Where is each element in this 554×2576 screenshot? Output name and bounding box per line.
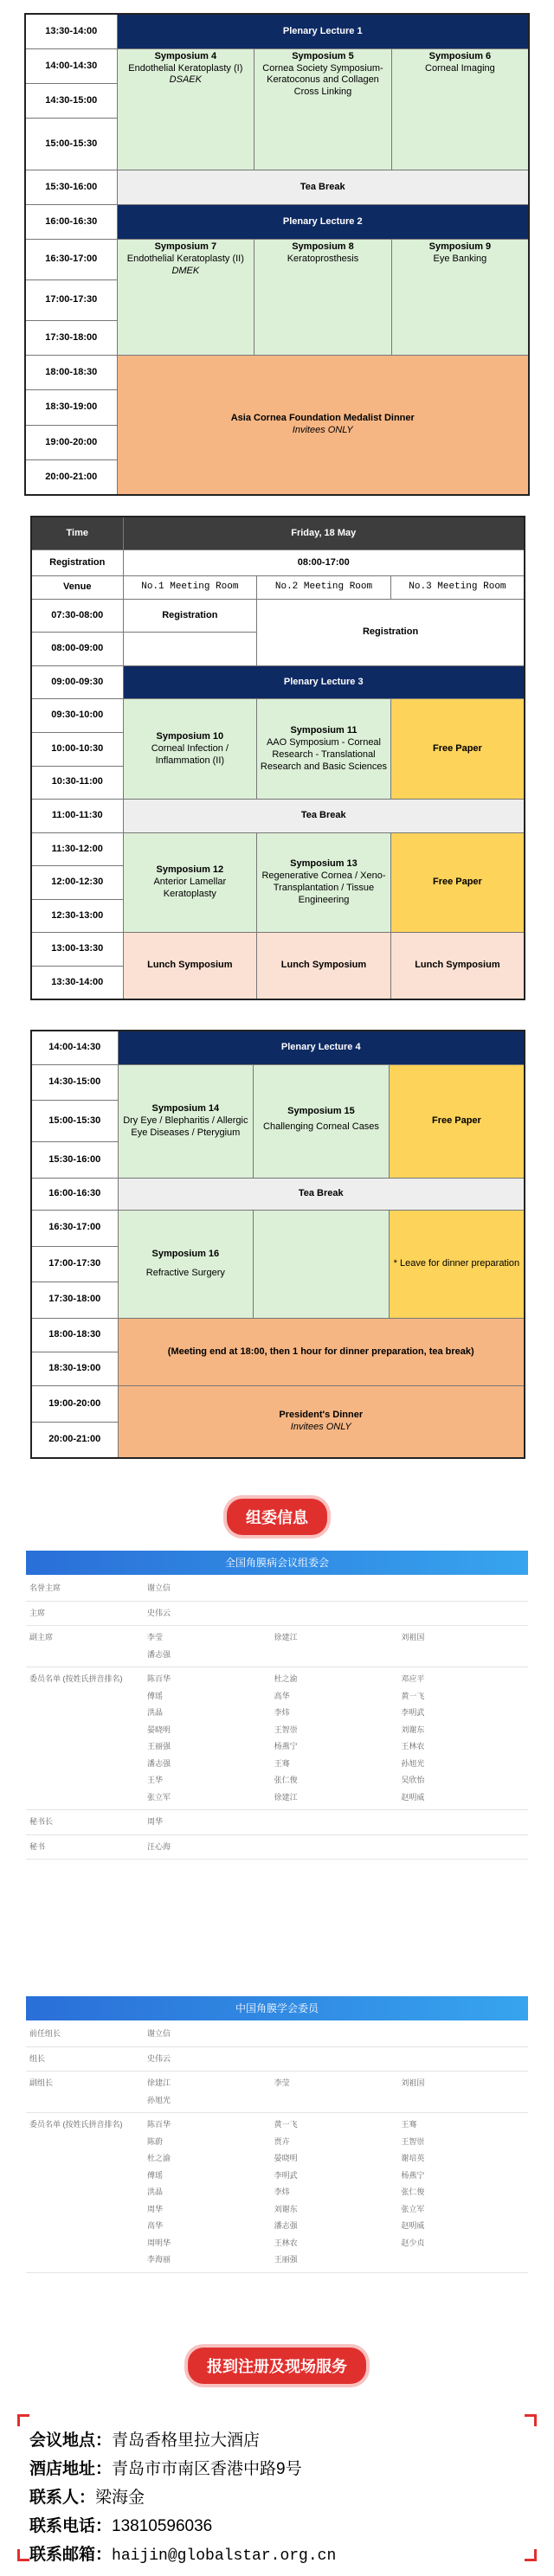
time-cell: 17:30-18:00 (25, 320, 117, 355)
member-name: 洪晶 (147, 2187, 164, 2196)
committee-role: 秘书 (29, 1841, 46, 1851)
medalist-dinner (117, 356, 529, 495)
symposium-desc: Anterior Lamellar Keratoplasty (153, 877, 227, 899)
room-3: No.3 Meeting Room (390, 576, 525, 599)
member-name: 谢立信 (147, 2029, 171, 2038)
committee-role: 副组长 (29, 2078, 54, 2087)
committee-role: 前任组长 (29, 2029, 61, 2038)
committee-role: 副主席 (29, 1633, 54, 1641)
symposium-desc: AAO Symposium - Corneal Research - Translational Research and Basic Sciences (260, 737, 388, 772)
committee-role: 主席 (29, 1608, 46, 1617)
committee-members (147, 1835, 528, 1860)
registration-room-2-3: Registration (257, 599, 525, 665)
tea-break: Tea Break (118, 1178, 525, 1210)
registration-room-1: Registration (123, 599, 257, 633)
plenary-lecture-3: Plenary Lecture 3 (123, 665, 525, 699)
symposium-title: Symposium 16 (151, 1249, 220, 1260)
committee-members (147, 2113, 528, 2272)
symposium-subtitle: DSAEK (169, 74, 202, 86)
time-cell: 20:00-21:00 (25, 460, 117, 495)
member-name: 陈蔚 (147, 2136, 164, 2146)
symposium-title: Symposium 6 (428, 50, 492, 61)
tea-break: Tea Break (123, 800, 525, 833)
committee-role: 秘书长 (29, 1817, 54, 1826)
presidents-dinner (118, 1386, 525, 1458)
member-name: 杜之渝 (274, 1674, 298, 1683)
invitees-only: Invitees ONLY (292, 425, 353, 436)
committee-row (26, 1577, 528, 1602)
committee-role: 名誉主席 (29, 1584, 61, 1592)
plenary-lecture-4: Plenary Lecture 4 (118, 1031, 525, 1064)
member-name: 晏晓明 (147, 1725, 171, 1734)
committee-row (26, 1810, 528, 1835)
symposium-title: Symposium 8 (292, 241, 354, 253)
symposium-6 (391, 48, 529, 170)
committee-members (147, 1577, 528, 1601)
member-name: 陈百华 (147, 1674, 171, 1683)
member-name: 贾卉 (274, 2136, 290, 2146)
member-name: 王丽强 (274, 2255, 298, 2264)
symposium-11 (257, 699, 391, 800)
time-cell: 18:00-18:30 (25, 356, 117, 390)
date-header: Friday, 18 May (123, 517, 525, 550)
venue-label: 会议地点： (29, 2431, 113, 2450)
committee-row (26, 2022, 528, 2047)
member-name: 刘谢东 (274, 2204, 298, 2213)
lunch-symposium-3: Lunch Symposium (390, 933, 525, 999)
time-cell: 11:30-12:00 (31, 832, 123, 866)
committee-2-header: 中国角膜学会委员 (26, 1996, 528, 2020)
venue-value: 青岛香格里拉大酒店 (112, 2431, 261, 2450)
address-label: 酒店地址： (29, 2460, 113, 2478)
committee-1-list (26, 1577, 528, 1860)
time-cell: 14:30-15:00 (25, 84, 117, 119)
member-name: 孙旭光 (147, 2095, 171, 2104)
time-cell: 14:30-15:00 (31, 1064, 118, 1101)
member-name: 王丽强 (147, 1742, 171, 1751)
member-name: 刘祖国 (401, 2078, 425, 2087)
member-name: 李明武 (401, 1708, 425, 1717)
member-name: 周华 (147, 1817, 164, 1826)
member-name: 陈百华 (147, 2120, 171, 2129)
member-name: 潘志强 (147, 1758, 171, 1768)
phone-value[interactable]: 13810596036 (112, 2517, 213, 2535)
time-cell: 18:30-19:00 (25, 390, 117, 425)
time-header: Time (31, 517, 123, 550)
time-cell: 18:30-19:00 (31, 1352, 118, 1385)
member-name: 徐建江 (147, 2078, 171, 2087)
time-cell: 19:00-20:00 (31, 1386, 118, 1423)
time-cell: 11:00-11:30 (31, 800, 123, 833)
member-name: 王林农 (274, 2238, 298, 2247)
member-name: 谢立信 (147, 1584, 171, 1592)
email-value[interactable]: haijin@globalstar.org.cn (112, 2547, 337, 2565)
symposium-14 (118, 1064, 254, 1178)
time-cell: 14:00-14:30 (25, 48, 117, 83)
symposium-desc: Endothelial Keratoplasty (II) (126, 254, 244, 265)
member-name: 王智崇 (401, 2136, 425, 2146)
lunch-symposium-1: Lunch Symposium (123, 933, 257, 999)
symposium-10 (123, 699, 257, 800)
committee-row (26, 2047, 528, 2072)
member-name: 徐建江 (274, 1792, 298, 1802)
contact-person-label: 联系人： (29, 2489, 96, 2507)
time-cell: 17:00-17:30 (25, 280, 117, 321)
member-name: 史伟云 (147, 1608, 171, 1617)
member-name: 王骞 (274, 1758, 290, 1768)
registration-label: Registration (31, 550, 123, 576)
lunch-symposium-2: Lunch Symposium (257, 933, 391, 999)
symposium-4 (117, 48, 254, 170)
symposium-9 (391, 240, 529, 356)
corner-decoration (525, 2549, 537, 2561)
member-name: 赵明威 (401, 2221, 425, 2230)
member-name: 杨燕宁 (274, 1742, 298, 1751)
symposium-desc: Regenerative Cornea / Xeno-Transplantation / Tissue Engineering (261, 870, 386, 905)
symposium-desc: Refractive Surgery (145, 1267, 225, 1278)
address-line (29, 2455, 525, 2483)
time-cell: 15:30-16:00 (31, 1142, 118, 1179)
committee-row (26, 1835, 528, 1860)
time-cell: 16:30-17:00 (25, 240, 117, 280)
symposium-7 (117, 240, 254, 356)
register-section-title: 报到注册及现场服务 (188, 2348, 366, 2384)
committee-row (26, 1602, 528, 1627)
member-name: 吴欣怡 (401, 1776, 425, 1784)
venue-line (29, 2426, 525, 2455)
symposium-desc: Eye Banking (433, 254, 487, 265)
symposium-title: Symposium 11 (290, 725, 358, 736)
symposium-5 (254, 48, 392, 170)
symposium-desc: Corneal Infection / Inflammation (II) (151, 742, 229, 766)
symposium-title: Symposium 4 (154, 50, 217, 61)
committee-role: 委员名单 (按姓氏拼音排名) (29, 1674, 123, 1683)
member-name: 李海丽 (147, 2255, 171, 2264)
contact-box (17, 2414, 537, 2565)
member-name: 潘志强 (147, 1649, 171, 1659)
time-cell: 13:00-13:30 (31, 933, 123, 967)
member-name: 李炜 (274, 2187, 290, 2196)
member-name: 李莹 (147, 1633, 164, 1641)
symposium-desc: Keratoprosthesis (287, 254, 359, 265)
member-name: 李明武 (274, 2170, 298, 2180)
corner-decoration (17, 2549, 29, 2561)
member-name: 晏晓明 (274, 2154, 298, 2162)
member-name: 杨燕宁 (401, 2170, 425, 2180)
member-name: 史伟云 (147, 2053, 171, 2063)
member-name: 李炜 (274, 1708, 290, 1717)
committee-role: 组长 (29, 2053, 46, 2063)
time-cell: 09:00-09:30 (31, 665, 123, 699)
free-paper: Free Paper (390, 699, 525, 800)
committee-row (26, 2113, 528, 2273)
symposium-desc: Endothelial Keratoplasty (I) (128, 62, 243, 74)
member-name: 高华 (147, 2221, 164, 2230)
time-cell: 15:00-15:30 (31, 1101, 118, 1142)
member-name: 黄一飞 (401, 1691, 425, 1700)
phone-label: 联系电话： (29, 2517, 113, 2535)
time-cell: 20:00-21:00 (31, 1422, 118, 1458)
symposium-title: Symposium 14 (151, 1103, 220, 1115)
time-cell: 09:30-10:00 (31, 699, 123, 733)
symposium-16 (118, 1211, 254, 1319)
symposium-title: Symposium 9 (428, 241, 492, 253)
plenary-lecture-2: Plenary Lecture 2 (117, 205, 529, 240)
time-cell: 12:00-12:30 (31, 866, 123, 900)
time-cell: 07:30-08:00 (31, 599, 123, 633)
time-cell: 10:30-11:00 (31, 766, 123, 800)
member-name: 傅瑶 (147, 2170, 164, 2180)
member-name: 王林农 (401, 1742, 425, 1751)
time-cell: 13:30-14:00 (25, 14, 117, 48)
member-name: 李莹 (274, 2078, 290, 2087)
leave-for-dinner: * Leave for dinner preparation (389, 1211, 525, 1319)
room-2: No.2 Meeting Room (257, 576, 391, 599)
member-name: 高华 (274, 1691, 290, 1700)
symposium-12 (123, 832, 257, 933)
free-paper: Free Paper (389, 1064, 525, 1178)
committee-row (26, 1626, 528, 1667)
plenary-lecture-1: Plenary Lecture 1 (117, 14, 529, 48)
time-cell: 14:00-14:30 (31, 1031, 118, 1064)
symposium-title: Symposium 12 (156, 864, 224, 876)
member-name: 潘志强 (274, 2221, 298, 2230)
symposium-desc: Cornea Society Symposium- Keratoconus and Collagen Cross Linking (262, 62, 383, 98)
schedule-table-thursday-afternoon (24, 13, 530, 496)
time-cell: 08:00-09:00 (31, 633, 123, 666)
tea-break: Tea Break (117, 170, 529, 204)
venue-label: Venue (31, 576, 123, 599)
member-name: 孙旭光 (401, 1758, 425, 1768)
time-cell: 16:00-16:30 (31, 1178, 118, 1210)
member-name: 张立军 (147, 1792, 171, 1802)
member-name: 王骞 (401, 2120, 417, 2129)
address-value: 青岛市市南区香港中路9号 (112, 2460, 302, 2478)
time-cell: 16:30-17:00 (31, 1211, 118, 1247)
member-name: 黄一飞 (274, 2120, 298, 2129)
symposium-title: Symposium 10 (156, 731, 224, 742)
committee-members (147, 1602, 528, 1626)
time-cell: 18:00-18:30 (31, 1318, 118, 1352)
member-name: 张仁俊 (274, 1776, 298, 1784)
committee-members (147, 1810, 528, 1834)
member-name: 张仁俊 (401, 2187, 425, 2196)
email-line (29, 2541, 525, 2571)
empty-cell (123, 633, 257, 666)
time-cell: 17:00-17:30 (31, 1246, 118, 1282)
symposium-title: Symposium 7 (154, 241, 217, 253)
committee-members (147, 1626, 528, 1667)
time-cell: 16:00-16:30 (25, 205, 117, 240)
schedule-table-friday-morning (30, 516, 525, 1000)
symposium-title: Symposium 15 (287, 1106, 355, 1117)
symposium-desc: Dry Eye / Blepharitis / Allergic Eye Diseases / Pterygium (123, 1115, 248, 1138)
phone-line (29, 2512, 525, 2541)
member-name: 张立军 (401, 2204, 425, 2213)
time-cell: 15:00-15:30 (25, 119, 117, 170)
org-section-title: 组委信息 (227, 1499, 327, 1535)
room-1: No.1 Meeting Room (123, 576, 257, 599)
member-name: 周华 (147, 2204, 164, 2213)
committee-row (26, 2072, 528, 2113)
corner-decoration (17, 2414, 29, 2426)
meeting-end-note: (Meeting end at 18:00, then 1 hour for dinner preparation, tea break) (118, 1318, 525, 1386)
empty-green-cell (254, 1211, 390, 1319)
committee-members (147, 2047, 528, 2072)
free-paper: Free Paper (390, 832, 525, 933)
member-name: 赵明威 (401, 1792, 425, 1802)
time-cell: 15:30-16:00 (25, 170, 117, 204)
dinner-title: Asia Cornea Foundation Medalist Dinner (230, 413, 415, 424)
member-name: 傅瑶 (147, 1691, 164, 1700)
symposium-desc: Challenging Corneal Cases (263, 1121, 379, 1133)
committee-members (147, 2072, 528, 2112)
committee-2-list (26, 2022, 528, 2273)
member-name: 周明华 (147, 2238, 171, 2247)
symposium-15 (254, 1064, 390, 1178)
schedule-table-friday-afternoon (30, 1030, 525, 1459)
registration-hours: 08:00-17:00 (123, 550, 525, 576)
symposium-13 (257, 832, 391, 933)
symposium-title: Symposium 5 (292, 50, 354, 61)
committee-role: 委员名单 (按姓氏拼音排名) (29, 2120, 123, 2129)
member-name: 刘祖国 (401, 1633, 425, 1641)
symposium-subtitle: DMEK (171, 265, 200, 276)
symposium-title: Symposium 13 (290, 858, 358, 870)
member-name: 徐建江 (274, 1633, 298, 1641)
member-name: 刘谢东 (401, 1725, 425, 1734)
member-name: 洪晶 (147, 1708, 164, 1717)
committee-members (147, 1667, 528, 1809)
corner-decoration (525, 2414, 537, 2426)
invitees-only: Invitees ONLY (290, 1422, 351, 1433)
contact-person-line (29, 2483, 525, 2512)
member-name: 赵少贞 (401, 2238, 425, 2247)
time-cell: 10:00-10:30 (31, 733, 123, 767)
email-label: 联系邮箱： (29, 2546, 113, 2564)
dinner-title: President's Dinner (279, 1410, 364, 1421)
time-cell: 12:30-13:00 (31, 899, 123, 933)
symposium-desc: Corneal Imaging (425, 62, 495, 74)
committee-row (26, 1667, 528, 1810)
symposium-8 (254, 240, 392, 356)
member-name: 王智崇 (274, 1725, 298, 1734)
committee-1-header: 全国角膜病会议组委会 (26, 1551, 528, 1575)
committee-members (147, 2022, 528, 2046)
member-name: 杜之渝 (147, 2154, 171, 2162)
contact-person-value: 梁海金 (95, 2489, 145, 2507)
member-name: 谢培英 (401, 2154, 425, 2162)
member-name: 汪心海 (147, 1841, 171, 1851)
member-name: 邓应平 (401, 1674, 425, 1683)
time-cell: 13:30-14:00 (31, 966, 123, 999)
time-cell: 19:00-20:00 (25, 425, 117, 459)
time-cell: 17:30-18:00 (31, 1282, 118, 1319)
member-name: 王华 (147, 1776, 164, 1784)
